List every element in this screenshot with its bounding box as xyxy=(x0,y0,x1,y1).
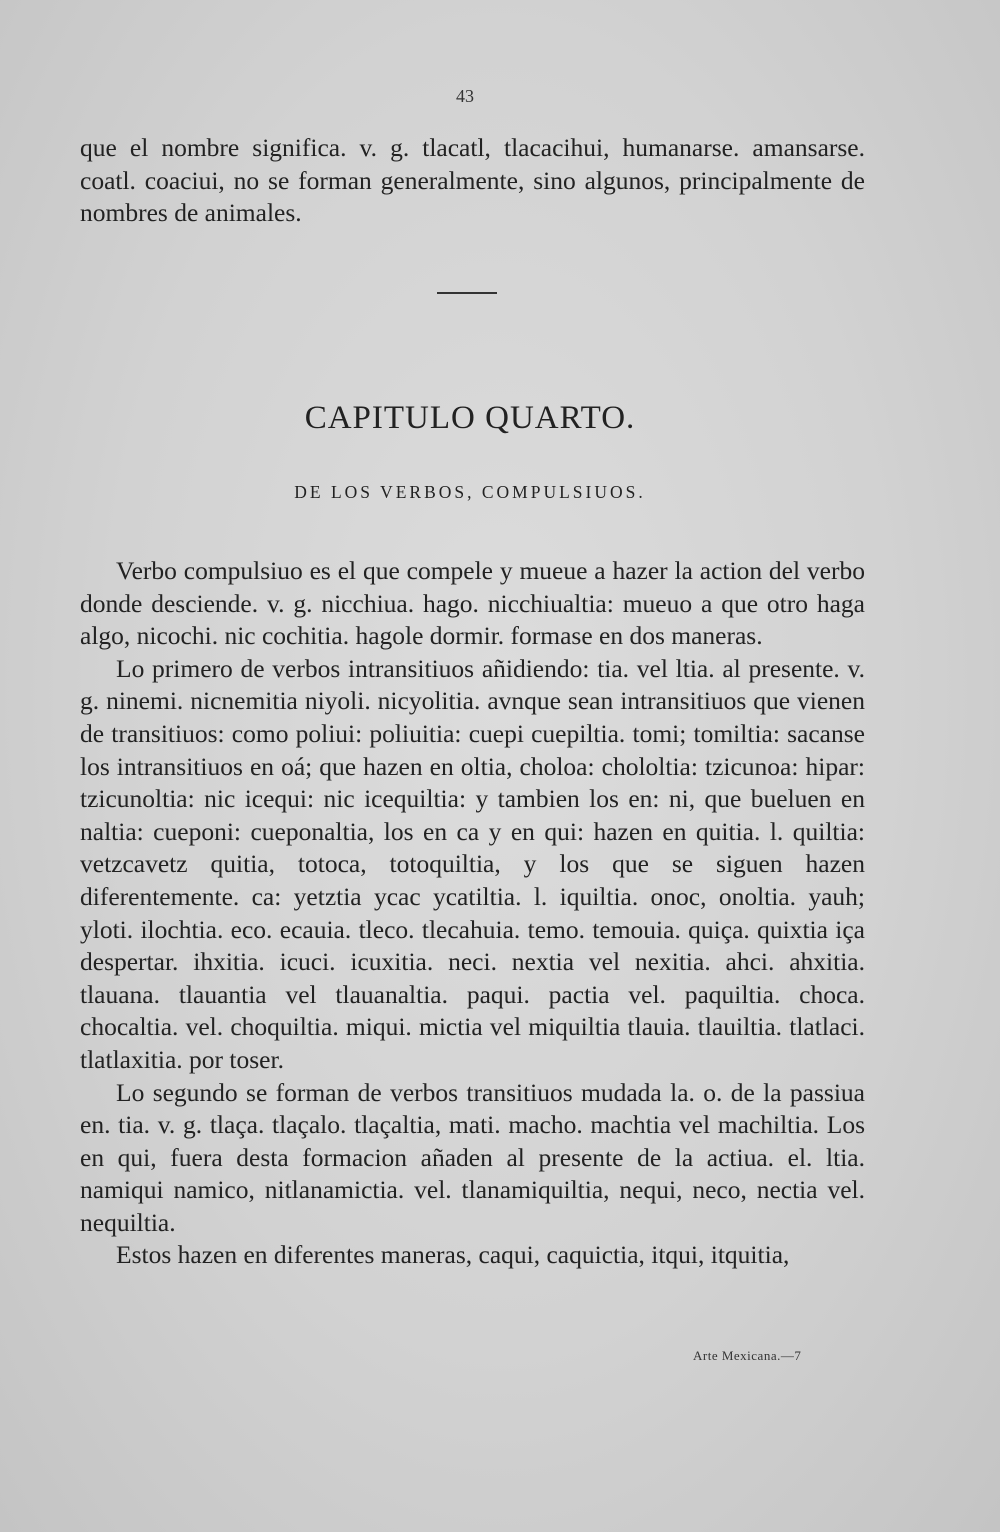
chapter-subtitle: DE LOS VERBOS, COMPULSIUOS. xyxy=(294,482,646,502)
chapter-title: CAPITULO QUARTO. xyxy=(304,400,636,436)
intro-text-block xyxy=(80,132,865,230)
section-divider xyxy=(437,292,497,294)
paragraph: Estos hazen en diferentes maneras, caqui, caquictia, itqui, itquitia, xyxy=(116,1240,790,1270)
chapter-body xyxy=(80,555,865,1272)
printer-signature: Arte Mexicana.—7 xyxy=(693,1348,802,1363)
paragraph: Lo primero de verbos intransitiuos añidiendo: tia. vel ltia. al presente. v. g. ninemi. nicnemitia niyoli. nicyolitia. avnque sean intransitiuos que vienen de transitiuos: como poliui: poliuitia: cuepi cuepiltia. tomi; tomiltia: sacanse los intransitiuos en oá; que hazen en oltia, choloa: chololtia: tzicunoa: hipar: tzicunoltia: nic icequi: nic icequiltia: y tambien los en: ni, que bueluen en naltia: cueponi: cueponaltia, los en ca y en qui: hazen en quitia. l. quiltia: vetzcavetz quitia, totoca, totoquiltia, y los que se siguen hazen diferentemente. ca: yetztia ycac ycatiltia. l. iquiltia. onoc, onoltia. yauh; yloti. ilochtia. eco. ecauia. tleco. tlecahuia. temo. temouia. quiça. quixtia iça despertar. ihxitia. icuci. icuxitia. neci. nextia vel nexitia. ahci. ahxitia. tlauana. tlauantia vel tlauanaltia. paqui. pactia vel. paquiltia. choca. chocaltia. vel. choquiltia. miqui. mictia vel miquiltia tlauia. tlauiltia. tlatlaci. tlatlaxitia. por toser. xyxy=(80,653,865,1074)
paragraph: Verbo compulsiuo es el que compele y mueue a hazer la action del verbo donde desciende. v. g. nicchiua. hago. nicchiualtia: mueuo a que otro haga algo, nicochi. nic cochitia. hagole dormir. formase en dos maneras. xyxy=(80,556,865,651)
page-number: 43 xyxy=(456,86,474,106)
paragraph: Lo segundo se forman de verbos transitiuos mudada la. o. de la passiua en. tia. v. g. tlaça. tlaçalo. tlaçaltia, mati. macho. machtia vel machiltia. Los en qui, fuera desta formacion añaden al presente de la actiua. el. ltia. namiqui namico, nitlanamictia. vel. tlanamiquiltia, nequi, neco, nectia vel. nequiltia. xyxy=(80,1077,865,1237)
intro-paragraph: que el nombre significa. v. g. tlacatl, tlacacihui, humanarse. amansarse. coatl. coaciui, no se forman generalmente, sino algunos, principalmente de nombres de animales. xyxy=(80,133,865,228)
